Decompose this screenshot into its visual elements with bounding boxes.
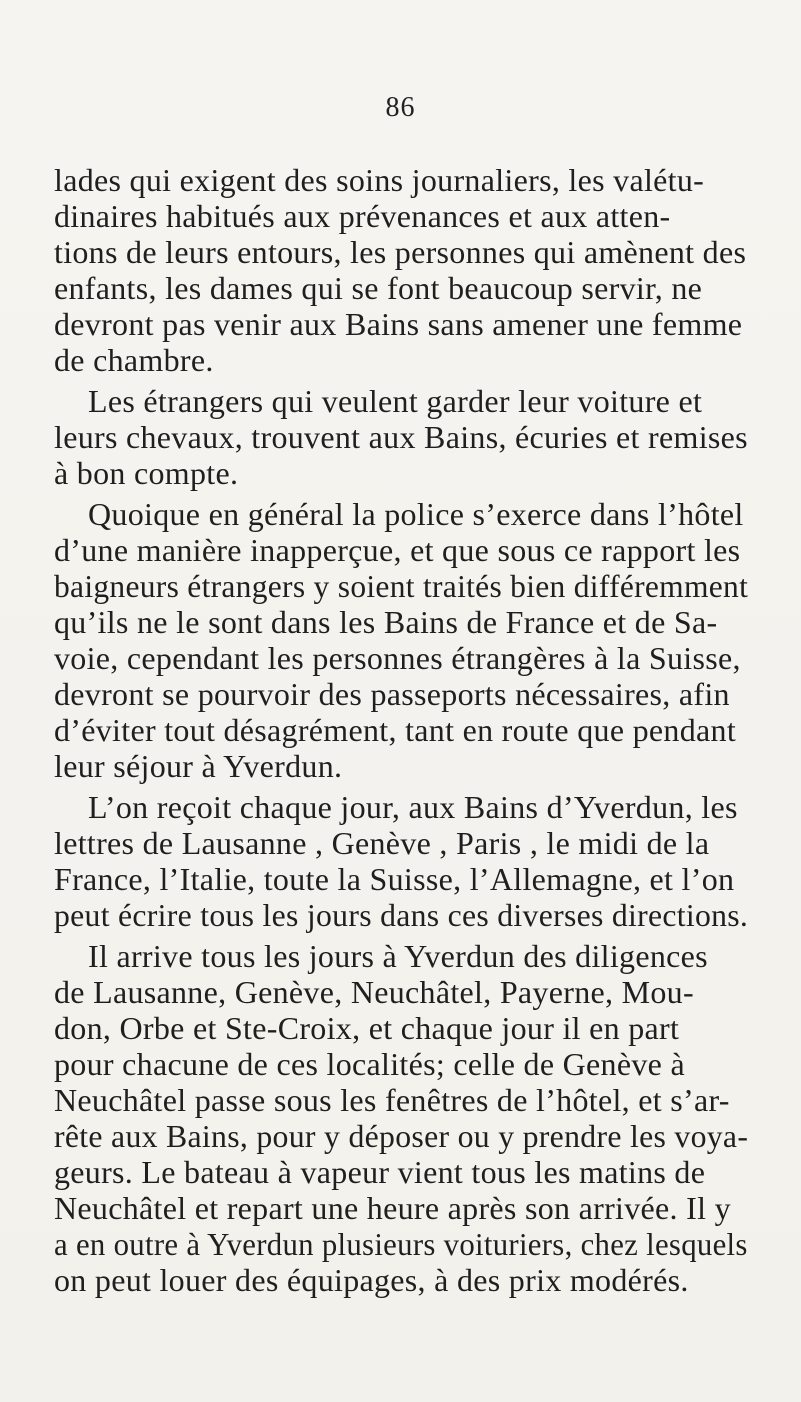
text-line: don, Orbe et Ste-Croix, et chaque jour il en part [54, 1010, 680, 1046]
text-line: Quoique en général la police s’exerce dans l’hôtel [88, 496, 744, 532]
text-line: Neuchâtel et repart une heure après son arrivée. Il y [54, 1190, 731, 1226]
text-line: rête aux Bains, pour y déposer ou y prendre les voya- [54, 1118, 749, 1154]
text-line: Il arrive tous les jours à Yverdun des diligences [88, 938, 708, 974]
text-line: L’on reçoit chaque jour, aux Bains d’Yverdun, les [88, 789, 738, 825]
text-line: d’éviter tout désagrément, tant en route que pendant [54, 712, 737, 748]
text-line: on peut louer des équipages, à des prix modérés. [54, 1262, 689, 1298]
text-line: tions de leurs entours, les personnes qui amènent des [54, 234, 747, 270]
text-line: pour chacune de ces localités; celle de Genève à [54, 1046, 685, 1082]
text-line: a en outre à Yverdun plusieurs voituriers, chez lesquels [54, 1226, 748, 1262]
text-line: geurs. Le bateau à vapeur vient tous les matins de [54, 1154, 706, 1190]
page-number: 86 [385, 92, 416, 123]
text-line: devront se pourvoir des passeports nécessaires, afin [54, 676, 730, 712]
text-line: à bon compte. [54, 455, 239, 491]
text-line: d’une manière inapperçue, et que sous ce rapport les [54, 532, 741, 568]
text-line: leurs chevaux, trouvent aux Bains, écuries et remises [54, 419, 748, 455]
text-line: France, l’Italie, toute la Suisse, l’Allemagne, et l’on [54, 861, 735, 897]
text-line: de Lausanne, Genève, Neuchâtel, Payerne, Mou- [54, 974, 694, 1010]
text-line: devront pas venir aux Bains sans amener une femme [54, 306, 743, 342]
text-line: Neuchâtel passe sous les fenêtres de l’hôtel, et s’ar- [54, 1082, 730, 1118]
text-line: leur séjour à Yverdun. [54, 748, 343, 784]
text-line: lades qui exigent des soins journaliers, les valétu- [54, 162, 705, 198]
text-line: enfants, les dames qui se font beaucoup servir, ne [54, 270, 703, 306]
text-line: dinaires habitués aux prévenances et aux atten- [54, 198, 671, 234]
text-line: lettres de Lausanne , Genève , Paris , le midi de la [54, 825, 710, 861]
text-line: voie, cependant les personnes étrangères à la Suisse, [54, 640, 741, 676]
text-line: Les étrangers qui veulent garder leur voiture et [88, 383, 703, 419]
text-line: de chambre. [54, 342, 214, 378]
text-line: peut écrire tous les jours dans ces diverses directions. [54, 897, 749, 933]
text-line: baigneurs étrangers y soient traités bien différemment [54, 568, 749, 604]
text-line: qu’ils ne le sont dans les Bains de France et de Sa- [54, 604, 718, 640]
